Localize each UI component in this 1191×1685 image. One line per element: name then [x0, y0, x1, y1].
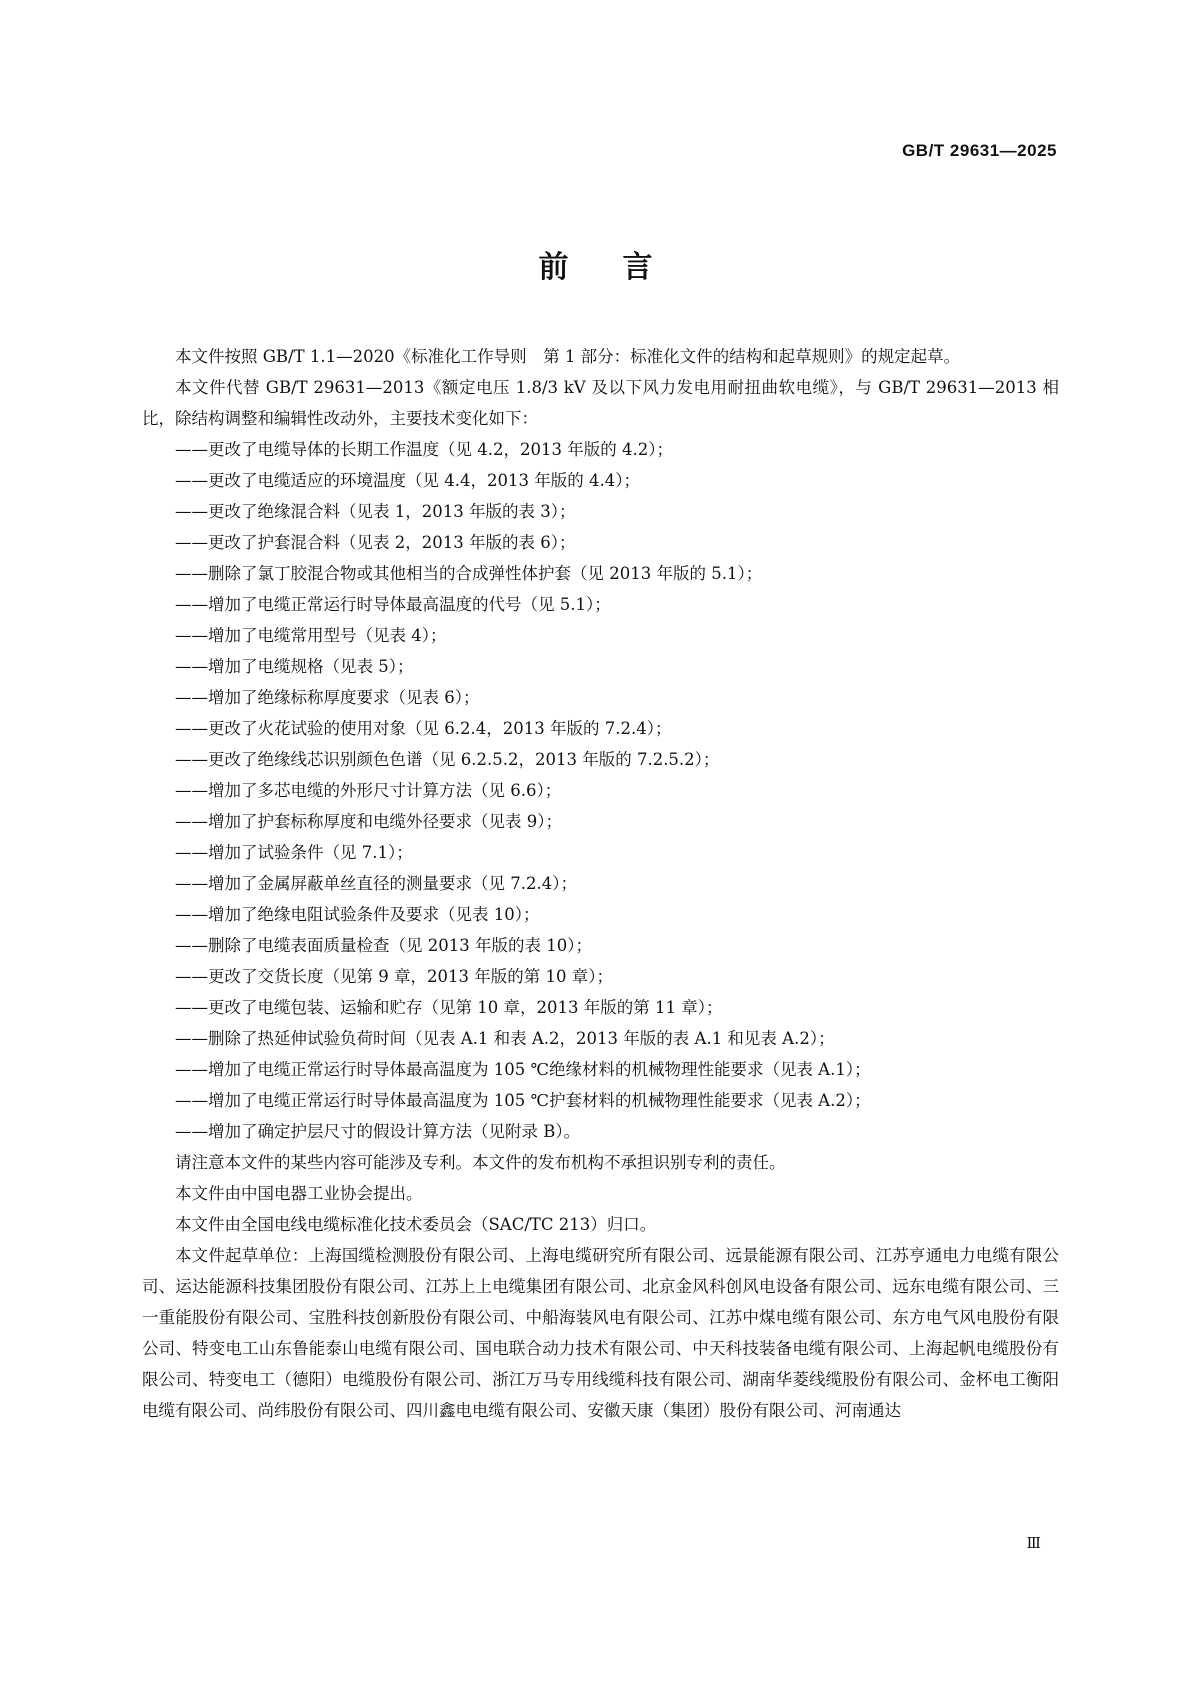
- page-number: Ⅲ: [1026, 1534, 1041, 1552]
- intro-paragraph: 本文件代替 GB/T 29631—2013《额定电压 1.8/3 kV 及以下风力发电用耐扭曲软电缆》，与 GB/T 29631—2013 相比，除结构调整和编辑性改动外，主要技术变化如下：: [142, 378, 1059, 428]
- list-item: ——更改了护套混合料（见表 2，2013 年版的表 6）；: [175, 533, 576, 552]
- list-item: ——更改了电缆适应的环境温度（见 4.4，2013 年版的 4.4）；: [175, 471, 640, 490]
- intro-paragraph: 本文件按照 GB/T 1.1—2020《标准化工作导则 第 1 部分：标准化文件的结构和起草规则》的规定起草。: [175, 347, 961, 366]
- list-item: ——增加了电缆规格（见表 5）；: [175, 657, 414, 676]
- list-item: ——增加了绝缘电阻试验条件及要求（见表 10）；: [175, 905, 540, 924]
- list-item: ——更改了电缆包装、运输和贮存（见第 10 章，2013 年版的第 11 章）；: [175, 998, 723, 1017]
- list-item: ——增加了护套标称厚度和电缆外径要求（见表 9）；: [175, 812, 562, 831]
- list-item: ——增加了电缆正常运行时导体最高温度为 105 ℃护套材料的机械物理性能要求（见表 A.2）；: [175, 1091, 871, 1110]
- list-item: ——更改了绝缘线芯识别颜色色谱（见 6.2.5.2，2013 年版的 7.2.5.2）；: [175, 750, 720, 769]
- list-item: ——更改了绝缘混合料（见表 1，2013 年版的表 3）；: [175, 502, 576, 521]
- drafting-units: 本文件起草单位：上海国缆检测股份有限公司、上海电缆研究所有限公司、远景能源有限公司、江苏亨通电力电缆有限公司、运达能源科技集团股份有限公司、江苏上上电缆集团有限公司、北京金风科创风电设备有限公司、远东电缆有限公司、三一重能股份有限公司、宝胜科技创新股份有限公司、中船海装风电有限公司、江苏中煤电缆有限公司、东方电气风电股份有限公司、特变电工山东鲁能泰山电缆有限公司、国电联合动力技术有限公司、中天科技装备电缆有限公司、上海起帆电缆股份有限公司、特变电工（德阳）电缆股份有限公司、浙江万马专用线缆科技有限公司、湖南华菱线缆股份有限公司、金杯电工衡阳电缆有限公司、尚纬股份有限公司、四川鑫电电缆有限公司、安徽天康（集团）股份有限公司、河南通达: [142, 1246, 1059, 1420]
- list-item: ——删除了电缆表面质量检查（见 2013 年版的表 10）；: [175, 936, 592, 955]
- committee-statement: 本文件由全国电线电缆标准化技术委员会（SAC/TC 213）归口。: [175, 1215, 657, 1234]
- list-item: ——更改了交货长度（见第 9 章，2013 年版的第 10 章）；: [175, 967, 613, 986]
- list-item: ——增加了试验条件（见 7.1）；: [175, 843, 413, 862]
- list-item: ——增加了金属屏蔽单丝直径的测量要求（见 7.2.4）；: [175, 874, 577, 893]
- list-item: ——删除了热延伸试验负荷时间（见表 A.1 和表 A.2，2013 年版的表 A.1 和见表 A.2）；: [175, 1029, 835, 1048]
- list-item: ——增加了电缆正常运行时导体最高温度的代号（见 5.1）；: [175, 595, 611, 614]
- list-item: ——增加了多芯电缆的外形尺寸计算方法（见 6.6）；: [175, 781, 562, 800]
- changes-list: [142, 434, 1059, 1147]
- patent-notice: 请注意本文件的某些内容可能涉及专利。本文件的发布机构不承担识别专利的责任。: [175, 1153, 786, 1172]
- list-item: ——增加了确定护层尺寸的假设计算方法（见附录 B）。: [175, 1122, 581, 1141]
- list-item: ——删除了氯丁胶混合物或其他相当的合成弹性体护套（见 2013 年版的 5.1）；: [175, 564, 763, 583]
- standard-code: GB/T 29631—2025: [902, 141, 1057, 160]
- list-item: ——增加了电缆常用型号（见表 4）；: [175, 626, 447, 645]
- list-item: ——更改了火花试验的使用对象（见 6.2.4，2013 年版的 7.2.4）；: [175, 719, 672, 738]
- proposer-statement: 本文件由中国电器工业协会提出。: [175, 1184, 423, 1203]
- page-title: 前言: [538, 250, 707, 285]
- list-item: ——更改了电缆导体的长期工作温度（见 4.2，2013 年版的 4.2）；: [175, 440, 673, 459]
- list-item: ——增加了电缆正常运行时导体最高温度为 105 ℃绝缘材料的机械物理性能要求（见表 A.1）；: [175, 1060, 871, 1079]
- foreword-body: [142, 341, 1059, 1426]
- list-item: ——增加了绝缘标称厚度要求（见表 6）；: [175, 688, 480, 707]
